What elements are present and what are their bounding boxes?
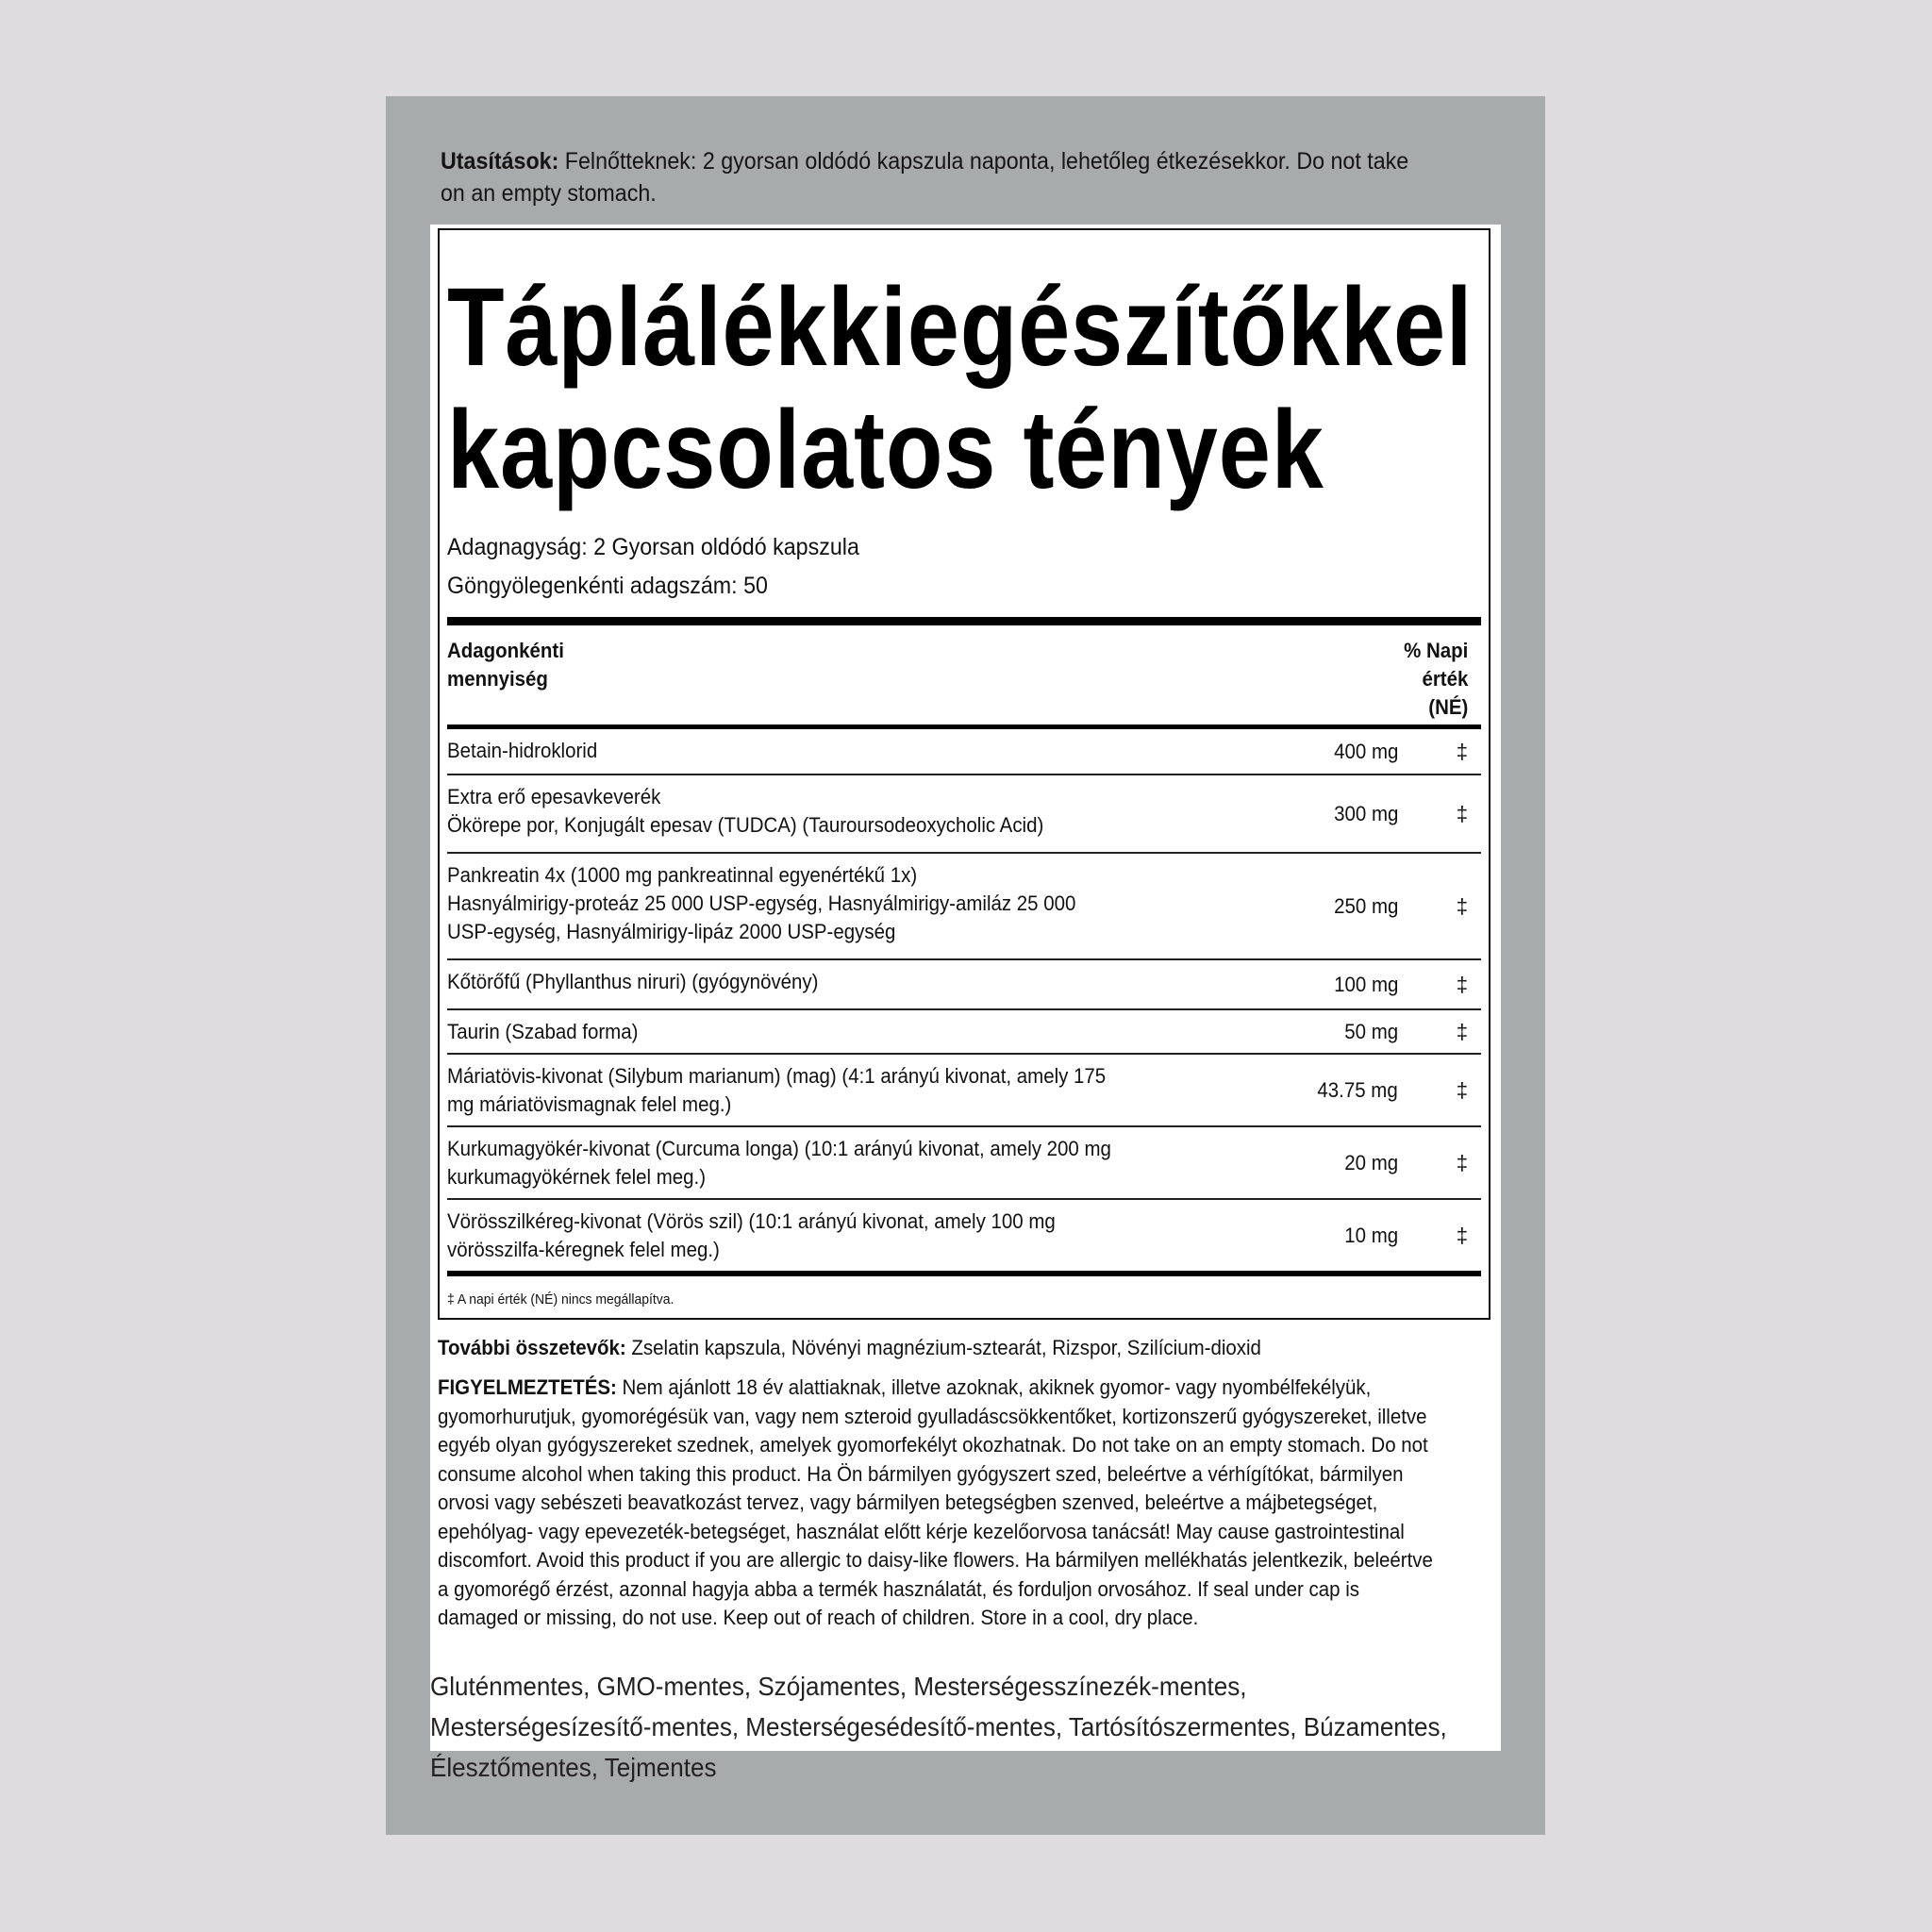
ingredient-dv: ‡	[1456, 1077, 1468, 1102]
ingredient-dv: ‡	[1456, 972, 1468, 996]
ingredient-dv: ‡	[1456, 801, 1468, 825]
amount-header-line1: Adagonkénti	[447, 639, 564, 662]
ingredient-amount: 43.75 mg	[1317, 1077, 1398, 1102]
facts-title-line1: Táplálékkiegészítőkkel	[447, 265, 1474, 390]
servings-per-container: Göngyölegenkénti adagszám: 50	[447, 573, 768, 599]
ingredient-amount: 250 mg	[1333, 893, 1398, 918]
directions	[441, 145, 1432, 209]
daily-value-header	[1404, 637, 1468, 722]
dv-header-line1: % Napi	[1403, 639, 1468, 662]
ingredient-row	[447, 775, 1481, 854]
ingredient-amount: 300 mg	[1333, 801, 1398, 825]
ingredient-row	[447, 960, 1481, 1010]
ingredient-sub: Ökörepe por, Konjugált epesav (TUDCA) (Tauroursodeoxycholic Acid)	[447, 813, 1044, 837]
ingredient-rows	[447, 729, 1481, 1271]
other-ingredients-text: Zselatin kapszula, Növényi magnézium-sztearát, Rizspor, Szilícium-dioxid	[631, 1336, 1261, 1359]
label-panel	[386, 96, 1545, 1835]
supplement-facts-box	[438, 228, 1491, 1320]
amount-header-line2: mennyiség	[447, 667, 548, 691]
dv-header-line2: érték	[1422, 667, 1468, 691]
ingredient-name: Vörösszilkéreg-kivonat (Vörös szil) (10:1 arányú kivonat, amely 100 mg vörösszilfa-kéregnek felel meg.)	[447, 1209, 1056, 1261]
facts-title	[447, 266, 1493, 511]
ingredient-row	[447, 854, 1481, 960]
warning	[438, 1374, 1438, 1633]
ingredient-name: Máriatövis-kivonat (Silybum marianum) (mag) (4:1 arányú kivonat, amely 175 mg máriatövismagnak felel meg.)	[447, 1064, 1107, 1116]
white-box	[430, 225, 1501, 1751]
dv-footnote: ‡ A napi érték (NÉ) nincs megállapítva.	[447, 1291, 675, 1307]
ingredient-amount: 100 mg	[1333, 972, 1398, 996]
other-ingredients	[438, 1334, 1438, 1362]
serving-size: Adagnagyság: 2 Gyorsan oldódó kapszula	[447, 534, 859, 560]
ingredient-name: Kurkumagyökér-kivonat (Curcuma longa) (10:1 arányú kivonat, amely 200 mg kurkumagyökérnek felel meg.)	[447, 1137, 1111, 1189]
ingredient-row	[447, 1200, 1481, 1271]
amount-per-serving-header	[447, 637, 564, 693]
ingredient-dv: ‡	[1456, 893, 1468, 918]
ingredient-dv: ‡	[1456, 739, 1468, 763]
other-ingredients-label: További összetevők:	[438, 1336, 626, 1359]
dv-header-line3: (NÉ)	[1427, 695, 1468, 719]
ingredient-name: Taurin (Szabad forma)	[447, 1020, 639, 1043]
ingredient-row	[447, 1010, 1481, 1055]
thick-divider	[447, 617, 1481, 625]
ingredient-sub: Hasnyálmirigy-proteáz 25 000 USP-egység, Hasnyálmirigy-amiláz 25 000 USP-egység, Hasnyálmirigy-lipáz 2000 USP-egység	[447, 891, 1076, 943]
directions-label: Utasítások:	[441, 148, 559, 175]
ingredient-dv: ‡	[1456, 1019, 1468, 1043]
ingredient-row	[447, 1055, 1481, 1127]
ingredient-name: Extra erő epesavkeverék	[447, 785, 661, 808]
ingredient-dv: ‡	[1456, 1150, 1468, 1174]
ingredient-row	[447, 1127, 1481, 1200]
free-from-claims: Gluténmentes, GMO-mentes, Szójamentes, Mesterségesszínezék-mentes, Mesterségesízesítő-mentes, Mesterségesédesítő-mentes, Tartósítószermentes, Búzamentes, Élesztőmentes, Tejmentes	[430, 1672, 1447, 1782]
facts-title-line2: kapcsolatos tények	[447, 388, 1324, 512]
ingredient-amount: 20 mg	[1344, 1150, 1398, 1174]
ingredient-name: Kőtörőfű (Phyllanthus niruri) (gyógynövény)	[447, 970, 819, 993]
ingredient-row	[447, 729, 1481, 775]
ingredient-name: Pankreatin 4x (1000 mg pankreatinnal egyenértékű 1x)	[447, 863, 918, 887]
warning-label: FIGYELMEZTETÉS:	[438, 1375, 617, 1399]
ingredient-amount: 400 mg	[1333, 739, 1398, 763]
facts-header-row	[447, 625, 1481, 724]
serving-info	[447, 528, 1482, 606]
ingredient-dv: ‡	[1456, 1223, 1468, 1247]
ingredient-name: Betain-hidroklorid	[447, 739, 598, 762]
directions-text: Felnőtteknek: 2 gyorsan oldódó kapszula naponta, lehetőleg étkezésekkor. Do not take on an empty stomach.	[441, 148, 1409, 207]
ingredient-amount: 10 mg	[1344, 1223, 1398, 1247]
ingredient-amount: 50 mg	[1344, 1019, 1398, 1043]
warning-text: Nem ajánlott 18 év alattiaknak, illetve azoknak, akiknek gyomor- vagy nyombélfekélyük, gyomorhurutjuk, gyomorégésük van, vagy nem szteroid gyulladáscsökkentőket, kortizonszerű gyógyszereket, illetve egyéb olyan gyógyszereket szednek, amelyek gyomorfekélyt okozhatnak. Do not take on an empty stomach. Do not consume alcohol when taking this product. Ha Ön bármilyen gyógyszert szed, beleértve a vérhígítókat, bármilyen orvosi vagy sebészeti beavatkozást tervez, vagy bármilyen betegségben szenved, beleértve a májbetegséget, epehólyag- vagy epevezeték-betegséget, használat előtt kérje kezelőorvosa tanácsát! May cause gastrointestinal discomfort. Avoid this product if you are allergic to daisy-like flowers. Ha bármilyen mellékhatás jelentkezik, beleértve a gyomorégő érzést, azonnal hagyja abba a termék használatát, és forduljon orvosához. If seal under cap is damaged or missing, do not use. Keep out of reach of children. Store in a cool, dry place.	[438, 1375, 1433, 1629]
